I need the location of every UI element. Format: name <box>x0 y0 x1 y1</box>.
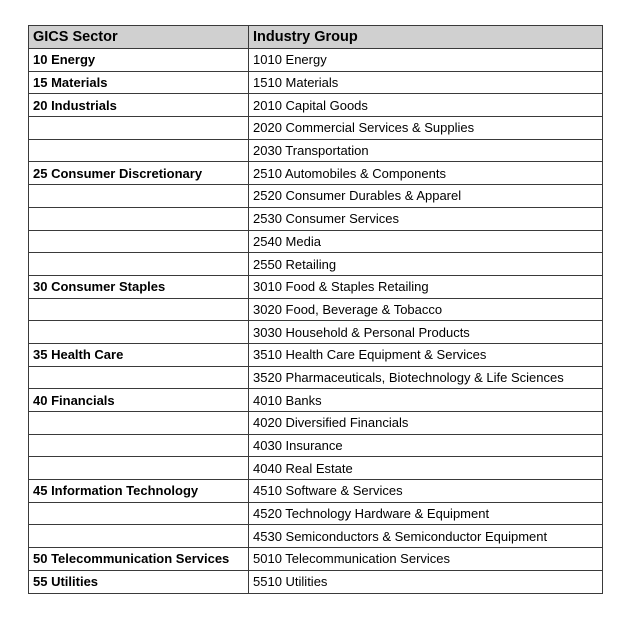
table-row <box>29 366 603 389</box>
sector-cell <box>29 366 249 389</box>
table-row <box>29 389 603 412</box>
industry-group-cell: 3520 Pharmaceuticals, Biotechnology & Life Sciences <box>249 366 603 389</box>
industry-group-cell: 5510 Utilities <box>249 570 603 593</box>
sector-cell: 10 Energy <box>29 49 249 72</box>
sector-cell <box>29 434 249 457</box>
industry-group-cell: 3010 Food & Staples Retailing <box>249 275 603 298</box>
sector-cell: 35 Health Care <box>29 343 249 366</box>
sector-cell: 40 Financials <box>29 389 249 412</box>
industry-group-cell: 4520 Technology Hardware & Equipment <box>249 502 603 525</box>
industry-group-cell: 1010 Energy <box>249 49 603 72</box>
industry-group-cell: 2510 Automobiles & Components <box>249 162 603 185</box>
sector-cell: 55 Utilities <box>29 570 249 593</box>
sector-cell: 20 Industrials <box>29 94 249 117</box>
sector-cell <box>29 298 249 321</box>
industry-group-cell: 3030 Household & Personal Products <box>249 321 603 344</box>
industry-group-cell: 4030 Insurance <box>249 434 603 457</box>
industry-group-cell: 2520 Consumer Durables & Apparel <box>249 185 603 208</box>
gics-table <box>28 25 603 594</box>
industry-group-cell: 2530 Consumer Services <box>249 207 603 230</box>
header-gics-sector: GICS Sector <box>29 26 249 49</box>
sector-cell <box>29 457 249 480</box>
sector-cell <box>29 525 249 548</box>
sector-cell <box>29 412 249 435</box>
table-row <box>29 185 603 208</box>
table-row <box>29 139 603 162</box>
sector-cell <box>29 139 249 162</box>
table-row <box>29 230 603 253</box>
industry-group-cell: 2540 Media <box>249 230 603 253</box>
table-row <box>29 548 603 571</box>
table-row <box>29 71 603 94</box>
industry-group-cell: 4010 Banks <box>249 389 603 412</box>
sector-cell: 45 Information Technology <box>29 480 249 503</box>
table-row <box>29 321 603 344</box>
sector-cell <box>29 185 249 208</box>
table-row <box>29 570 603 593</box>
industry-group-cell: 5010 Telecommunication Services <box>249 548 603 571</box>
table-row <box>29 275 603 298</box>
table-row <box>29 117 603 140</box>
industry-group-cell: 2030 Transportation <box>249 139 603 162</box>
sector-cell: 15 Materials <box>29 71 249 94</box>
table-body <box>29 49 603 594</box>
industry-group-cell: 2550 Retailing <box>249 253 603 276</box>
table-row <box>29 412 603 435</box>
sector-cell <box>29 207 249 230</box>
sector-cell: 50 Telecommunication Services <box>29 548 249 571</box>
industry-group-cell: 3510 Health Care Equipment & Services <box>249 343 603 366</box>
table-row <box>29 525 603 548</box>
industry-group-cell: 1510 Materials <box>249 71 603 94</box>
sector-cell <box>29 117 249 140</box>
industry-group-cell: 4510 Software & Services <box>249 480 603 503</box>
table-row <box>29 502 603 525</box>
table-row <box>29 49 603 72</box>
sector-cell <box>29 230 249 253</box>
table-row <box>29 434 603 457</box>
table-row <box>29 457 603 480</box>
industry-group-cell: 2010 Capital Goods <box>249 94 603 117</box>
sector-cell <box>29 502 249 525</box>
table-row <box>29 253 603 276</box>
sector-cell <box>29 253 249 276</box>
sector-cell <box>29 321 249 344</box>
sector-cell: 25 Consumer Discretionary <box>29 162 249 185</box>
industry-group-cell: 2020 Commercial Services & Supplies <box>249 117 603 140</box>
header-row <box>29 26 603 49</box>
table-row <box>29 343 603 366</box>
table-row <box>29 480 603 503</box>
sector-cell: 30 Consumer Staples <box>29 275 249 298</box>
table-row <box>29 162 603 185</box>
table-row <box>29 207 603 230</box>
industry-group-cell: 3020 Food, Beverage & Tobacco <box>249 298 603 321</box>
table-row <box>29 94 603 117</box>
industry-group-cell: 4530 Semiconductors & Semiconductor Equipment <box>249 525 603 548</box>
industry-group-cell: 4020 Diversified Financials <box>249 412 603 435</box>
table-header <box>29 26 603 49</box>
table-row <box>29 298 603 321</box>
industry-group-cell: 4040 Real Estate <box>249 457 603 480</box>
header-industry-group: Industry Group <box>249 26 603 49</box>
